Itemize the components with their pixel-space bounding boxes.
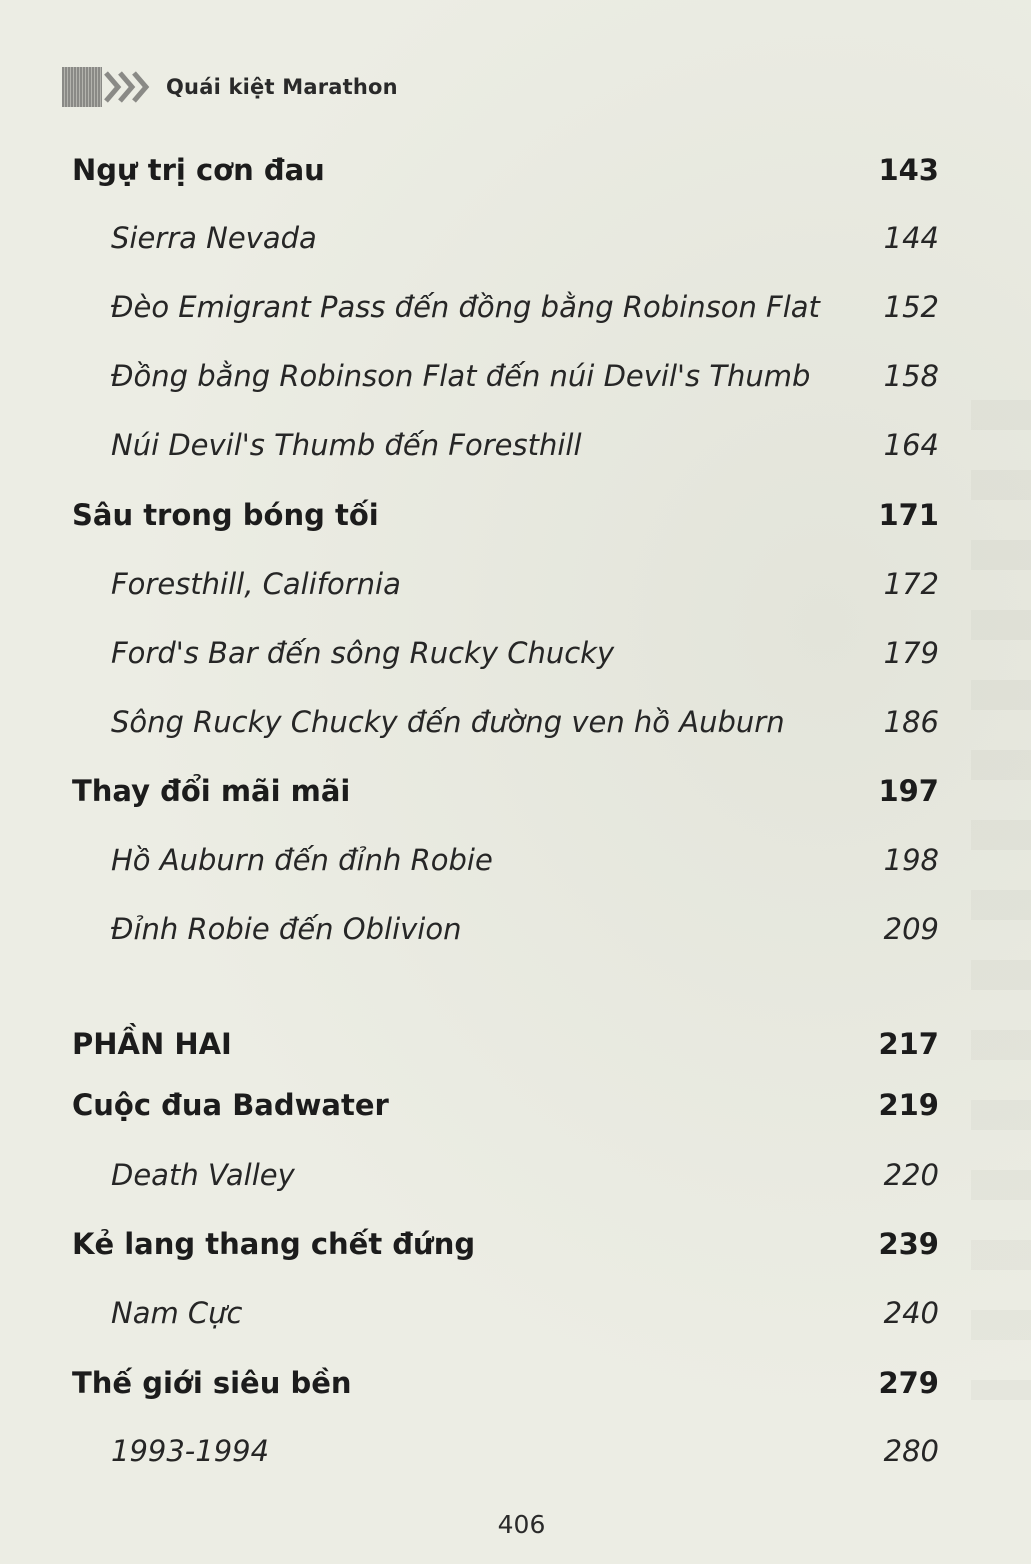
toc-entry-part: [0, 1027, 1031, 1073]
toc-entry-section: [0, 705, 1031, 751]
toc-entry-chapter: [0, 1227, 1031, 1273]
toc-entry-chapter: [0, 153, 1031, 199]
toc-title: 1993-1994: [111, 1434, 270, 1468]
toc-entry-chapter: [0, 1088, 1031, 1134]
book-title: Quái kiệt Marathon: [166, 75, 398, 99]
toc-page-number: 220: [883, 1158, 939, 1192]
toc-entry-section: [0, 290, 1031, 336]
page-number: 406: [497, 1510, 546, 1539]
toc-entry-section: [0, 843, 1031, 889]
toc-title: Ford's Bar đến sông Rucky Chucky: [111, 636, 615, 670]
toc-page-number: 164: [883, 428, 939, 462]
toc-title: Sierra Nevada: [111, 221, 317, 255]
toc-entry-chapter: [0, 774, 1031, 820]
toc-entry-chapter: [0, 1366, 1031, 1412]
toc-page-number: 171: [878, 498, 939, 532]
toc-title: Ngự trị cơn đau: [72, 153, 325, 187]
toc-page-number: 240: [883, 1296, 939, 1330]
toc-title: Death Valley: [111, 1158, 295, 1192]
toc-page-number: 179: [883, 636, 939, 670]
toc-page-number: 239: [878, 1227, 939, 1261]
toc-title: Sông Rucky Chucky đến đường ven hồ Auburn: [111, 705, 785, 739]
toc-page-number: 152: [883, 290, 939, 324]
toc-entry-chapter: [0, 498, 1031, 544]
toc-title: Thay đổi mãi mãi: [72, 774, 351, 808]
toc-page-number: 217: [878, 1027, 939, 1061]
toc-title: Thế giới siêu bền: [72, 1366, 352, 1400]
toc-page-number: 186: [883, 705, 939, 739]
toc-title: Núi Devil's Thumb đến Foresthill: [111, 428, 582, 462]
toc-title: Cuộc đua Badwater: [72, 1088, 389, 1122]
toc-page-number: 219: [878, 1088, 939, 1122]
toc-page-number: 197: [878, 774, 939, 808]
toc-page-number: 144: [883, 221, 939, 255]
toc-entry-section: [0, 1296, 1031, 1342]
toc-entry-section: [0, 359, 1031, 405]
toc-title: Đỉnh Robie đến Oblivion: [111, 912, 462, 946]
toc-entry-section: [0, 1158, 1031, 1204]
toc-page-number: 209: [883, 912, 939, 946]
toc-page-number: 198: [883, 843, 939, 877]
toc-title: Hồ Auburn đến đỉnh Robie: [111, 843, 493, 877]
toc-page-number: 172: [883, 567, 939, 601]
toc-page-number: 280: [883, 1434, 939, 1468]
toc-page-number: 143: [878, 153, 939, 187]
toc-part-title: PHẦN HAI: [72, 1027, 232, 1061]
toc-entry-section: [0, 428, 1031, 474]
toc-entry-section: [0, 1434, 1031, 1480]
running-header: [62, 66, 398, 108]
toc-title: Foresthill, California: [111, 567, 401, 601]
toc-entry-section: [0, 912, 1031, 958]
toc-entry-section: [0, 636, 1031, 682]
toc-entry-section: [0, 221, 1031, 267]
toc-page-number: 158: [883, 359, 939, 393]
toc-entry-section: [0, 567, 1031, 613]
toc-title: Đèo Emigrant Pass đến đồng bằng Robinson Flat: [111, 290, 820, 324]
toc-title: Sâu trong bóng tối: [72, 498, 379, 532]
toc-title: Đồng bằng Robinson Flat đến núi Devil's Thumb: [111, 359, 811, 393]
toc-title: Nam Cực: [111, 1296, 243, 1330]
toc-page-number: 279: [878, 1366, 939, 1400]
chevron-arrows-icon: [62, 67, 152, 107]
toc-title: Kẻ lang thang chết đứng: [72, 1227, 476, 1261]
